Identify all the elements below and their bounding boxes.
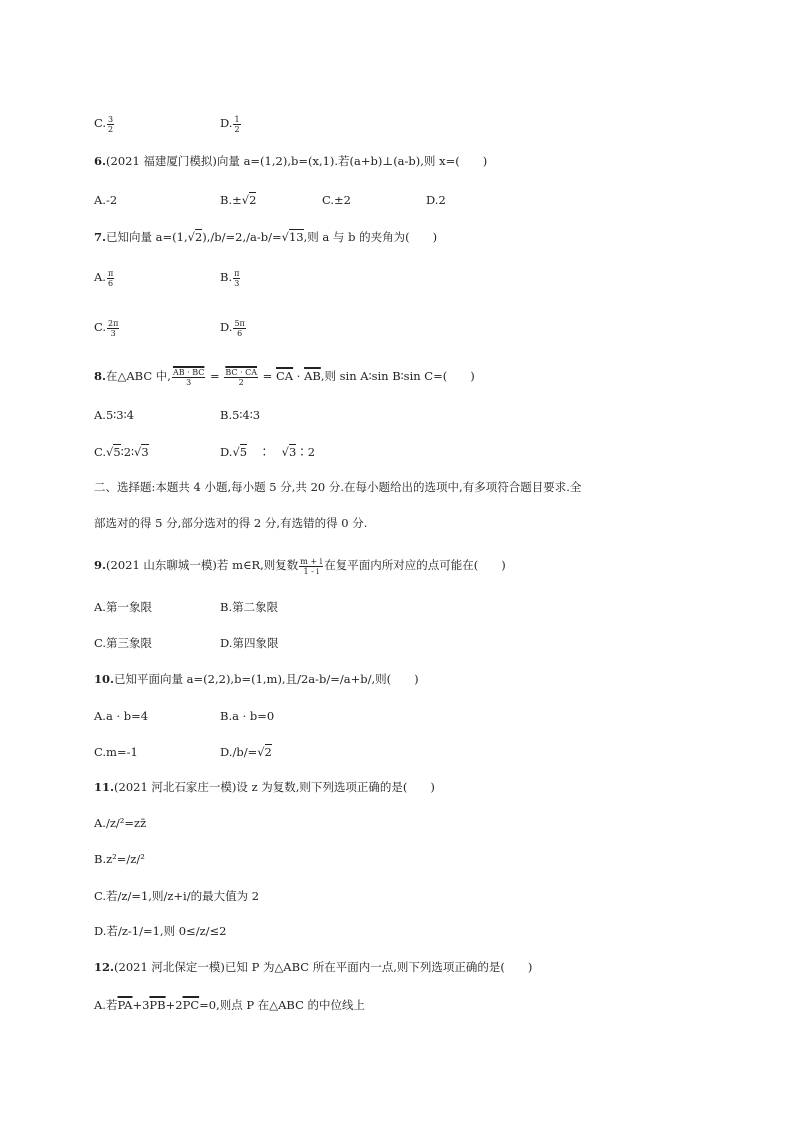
q10-option-d: D./b/=√2 [220,745,272,759]
q7-stem: 7.已知向量 a=(1,√2),/b/=2,/a-b/=√13,则 a 与 b 的夹角为( ) [94,230,438,244]
q7-option-c: C. $\frac{2\pi}{3}$ [94,318,119,338]
q11-option-a: A./z/²=zz̄ [94,816,147,830]
q6-option-a: A.-2 [94,193,118,207]
q10-option-a: A.a · b=4 [94,709,149,723]
q9-option-d: D.第四象限 [220,636,279,650]
q8-stem: 8.在△ABC 中, $\frac{AB \cdot BC}{3}$ = $\frac{BC \cdot CA}{2}$ = $\overline{CA} \cdot \overline{AB}$,则 sin A∶sin B∶sin C=( ) [94,367,475,387]
q5-option-d: D. $\frac{1}{2}$ [220,114,240,134]
q7-option-d: D. $\frac{5\pi}{6}$ [220,318,245,338]
q7-option-a: A. $\frac{\pi}{6}$ [94,268,114,288]
q11-option-c: C.若/z/=1,则/z+i/的最大值为 2 [94,889,260,903]
q8-option-c: C.√5∶2∶√3 [94,445,149,459]
q12-option-a: A.若$\overline{PA}+3\overline{PB}+2\overline{PC}=0$,则点 P 在△ABC 的中位线上 [94,998,366,1012]
q7-option-b: B. $\frac{\pi}{3}$ [220,268,240,288]
section2-instructions-line2: 部选对的得 5 分,部分选对的得 2 分,有选错的得 0 分. [94,516,368,530]
q6-stem: 6.(2021 福建厦门模拟)向量 a=(1,2),b=(x,1).若(a+b)⊥(a-b),则 x=( ) [94,154,488,168]
q9-option-c: C.第三象限 [94,636,153,650]
q9-option-b: B.第二象限 [220,600,279,614]
q10-option-c: C.m=-1 [94,745,138,759]
q6-option-d: D.2 [426,193,446,207]
q11-option-b: B.z²=/z/² [94,852,145,866]
q10-stem: 10.已知平面向量 a=(2,2),b=(1,m),且/2a-b/=/a+b/,则( ) [94,672,419,686]
section2-instructions-line1: 二、选择题:本题共 4 小题,每小题 5 分,共 20 分.在每小题给出的选项中,有多项符合题目要求.全 [94,480,582,494]
q12-stem: 12.(2021 河北保定一模)已知 P 为△ABC 所在平面内一点,则下列选项正确的是( ) [94,960,533,974]
q9-option-a: A.第一象限 [94,600,152,614]
q10-option-b: B.a · b=0 [220,709,275,723]
q11-stem: 11.(2021 河北石家庄一模)设 z 为复数,则下列选项正确的是( ) [94,780,435,794]
q6-option-b: B.±√2 [220,193,257,207]
q11-option-d: D.若/z-1/=1,则 0≤/z/≤2 [94,924,227,938]
q8-option-b: B.5∶4∶3 [220,408,261,422]
q8-option-a: A.5∶3∶4 [94,408,134,422]
q9-stem: 9.(2021 山东聊城一模)若 m∈R,则复数 $\frac{m + i}{1 - i}$ 在复平面内所对应的点可能在( ) [94,556,506,576]
q8-option-d: D.√5 ∶ √3∶2 [220,445,316,459]
q5-option-c: C. $\frac{3}{2}$ [94,114,114,134]
q6-option-c: C.±2 [322,193,351,207]
